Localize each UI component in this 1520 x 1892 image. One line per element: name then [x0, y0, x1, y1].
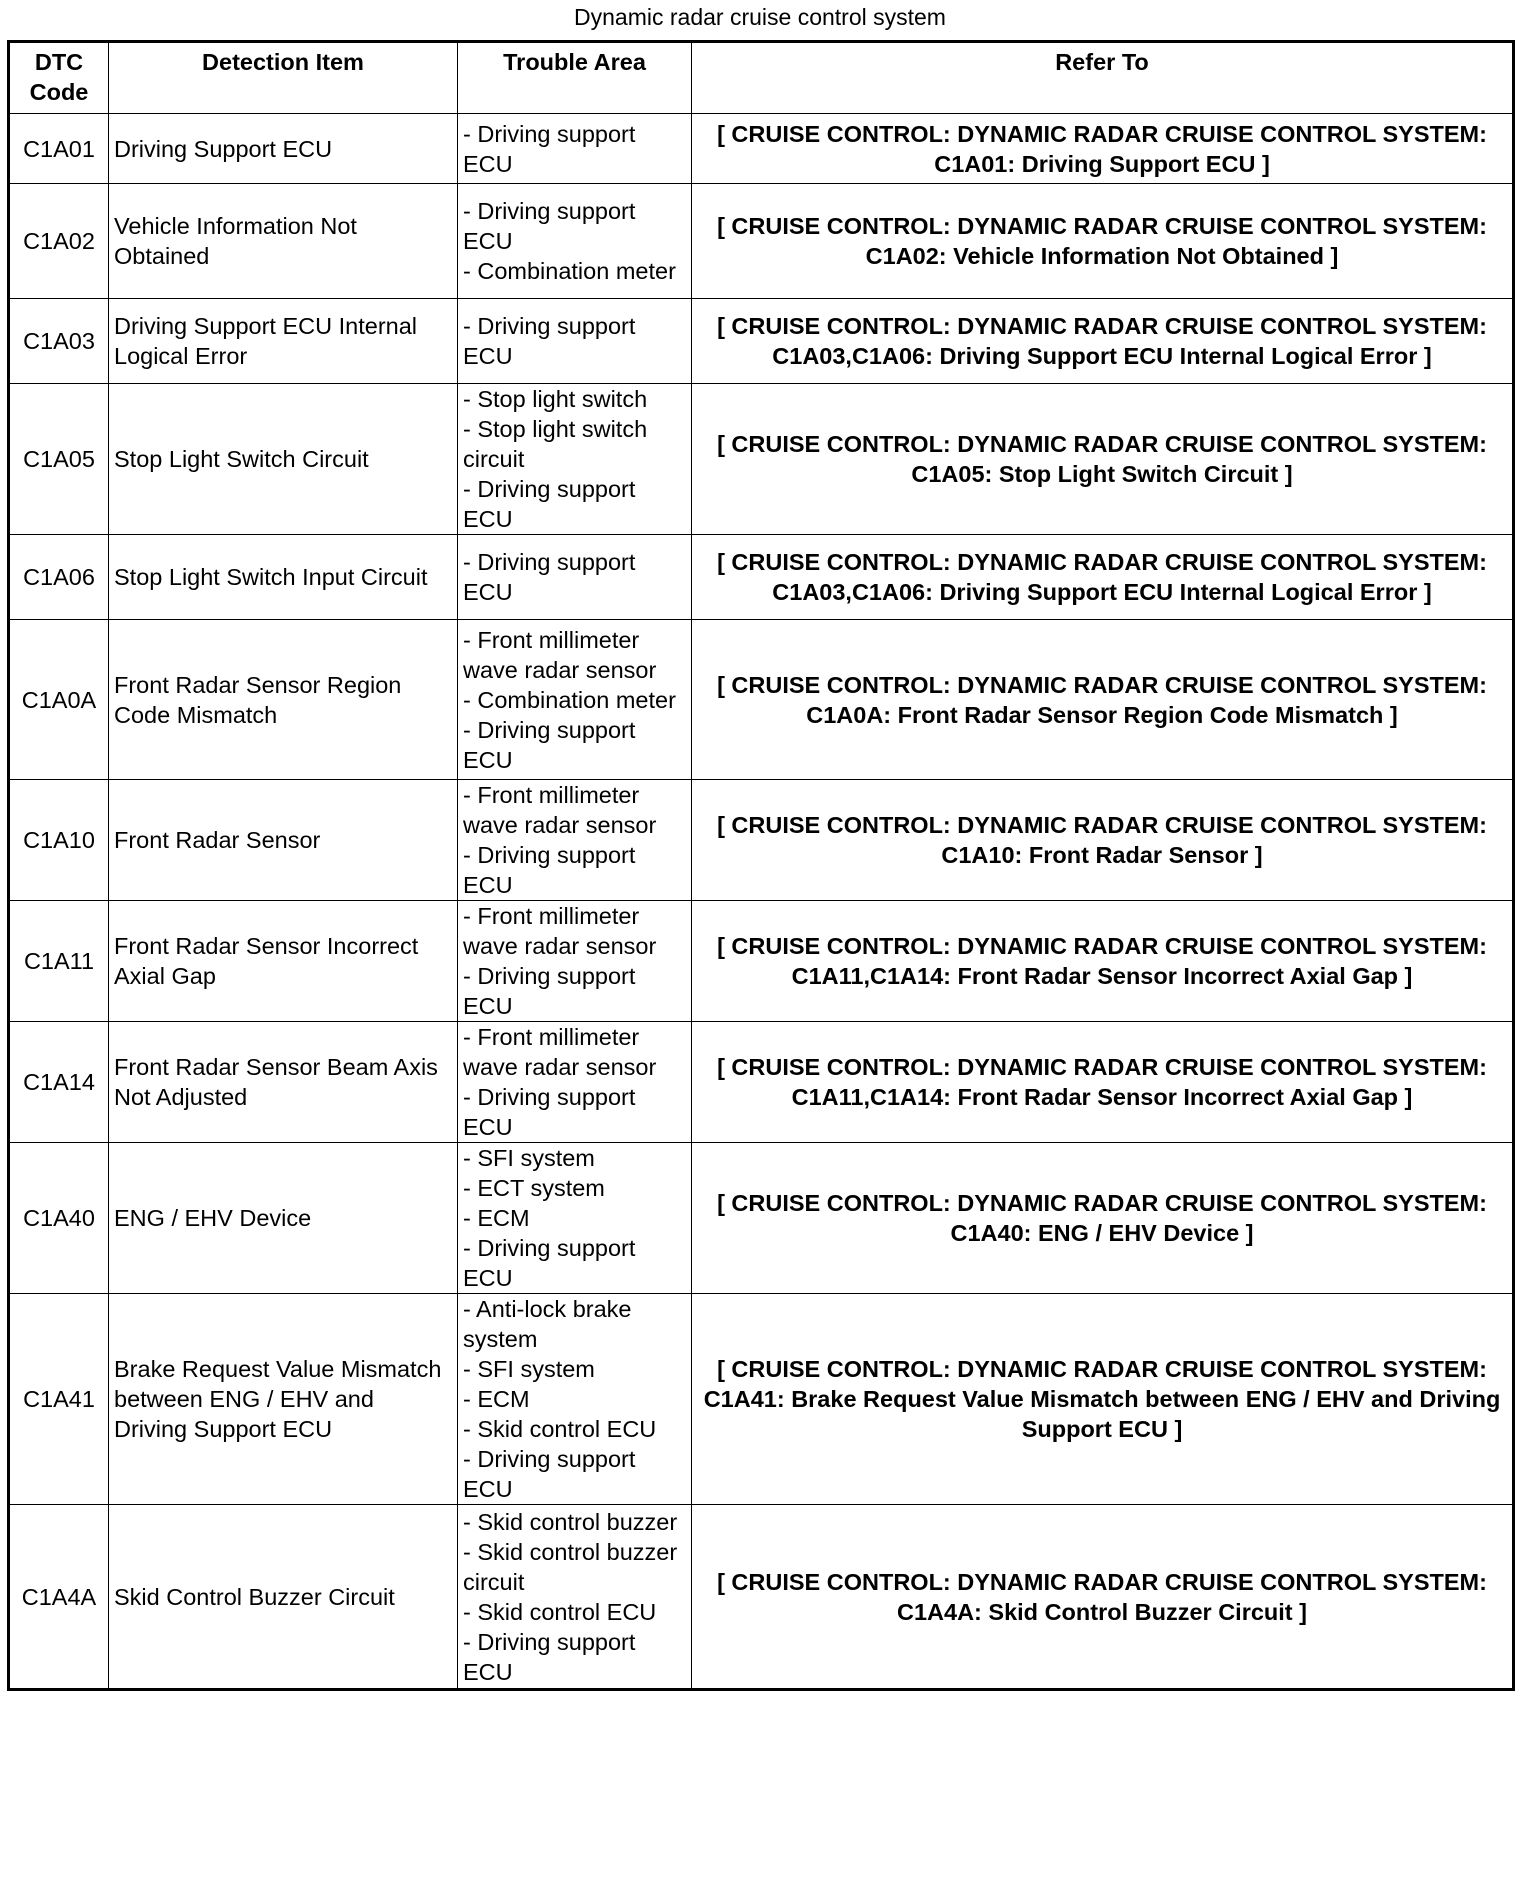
refer-to-link[interactable]: [ CRUISE CONTROL: DYNAMIC RADAR CRUISE CONTROL SYSTEM: C1A03,C1A06: Driving Support ECU Internal Logical Error ] [692, 535, 1514, 620]
trouble-area-entry: - Driving support ECU [463, 842, 636, 898]
trouble-area-entry: - Driving support ECU [463, 1084, 636, 1140]
detection-item-cell: ENG / EHV Device [109, 1143, 458, 1294]
header-trouble-area: Trouble Area [458, 42, 692, 114]
trouble-area-cell [458, 1022, 692, 1143]
trouble-area-entry: - Skid control ECU [463, 1416, 657, 1442]
detection-item-cell: Brake Request Value Mismatch between ENG / EHV and Driving Support ECU [109, 1294, 458, 1505]
dtc-code-cell: C1A05 [9, 384, 109, 535]
trouble-area-entry: - SFI system [463, 1145, 595, 1171]
trouble-area-entry: - Driving support ECU [463, 1446, 636, 1502]
trouble-area-entry: - Combination meter [463, 686, 676, 713]
detection-item-cell: Front Radar Sensor Beam Axis Not Adjusted [109, 1022, 458, 1143]
dtc-code-cell: C1A01 [9, 114, 109, 184]
trouble-area-cell [458, 1294, 692, 1505]
detection-item-cell: Front Radar Sensor [109, 780, 458, 901]
refer-to-link[interactable]: [ CRUISE CONTROL: DYNAMIC RADAR CRUISE CONTROL SYSTEM: C1A05: Stop Light Switch Circuit ] [692, 384, 1514, 535]
trouble-area-entry: - ECM [463, 1205, 530, 1231]
dtc-code-cell: C1A41 [9, 1294, 109, 1505]
table-row [9, 901, 1514, 1022]
detection-item-cell: Vehicle Information Not Obtained [109, 184, 458, 299]
detection-item-cell: Driving Support ECU Internal Logical Error [109, 299, 458, 384]
trouble-area-entry: - Front millimeter wave radar sensor [463, 782, 657, 838]
trouble-area-entry: - Front millimeter wave radar sensor [463, 1024, 657, 1080]
trouble-area-entry: - Anti-lock brake system [463, 1296, 632, 1352]
refer-to-link[interactable]: [ CRUISE CONTROL: DYNAMIC RADAR CRUISE CONTROL SYSTEM: C1A11,C1A14: Front Radar Sensor Incorrect Axial Gap ] [692, 1022, 1514, 1143]
table-row [9, 384, 1514, 535]
header-refer-to: Refer To [692, 42, 1514, 114]
trouble-area-entry: - Driving support ECU [463, 198, 636, 254]
table-row [9, 780, 1514, 901]
table-row [9, 1143, 1514, 1294]
dtc-code-cell: C1A11 [9, 901, 109, 1022]
trouble-area-cell [458, 384, 692, 535]
header-dtc-code-line1: DTC [34, 49, 84, 75]
trouble-area-entry: - Driving support ECU [463, 963, 636, 1019]
dtc-table [7, 40, 1515, 1691]
trouble-area-cell [458, 299, 692, 384]
trouble-area-entry: - Driving support ECU [463, 1235, 636, 1291]
trouble-area-cell [458, 535, 692, 620]
trouble-area-entry: - Skid control buzzer circuit [463, 1538, 678, 1595]
trouble-area-cell [458, 1505, 692, 1690]
trouble-area-entry: - Combination meter [463, 258, 676, 284]
table-row [9, 184, 1514, 299]
header-row [9, 42, 1514, 114]
trouble-area-entry: - ECT system [463, 1175, 605, 1201]
refer-to-link[interactable]: [ CRUISE CONTROL: DYNAMIC RADAR CRUISE CONTROL SYSTEM: C1A4A: Skid Control Buzzer Circuit ] [692, 1505, 1514, 1690]
trouble-area-entry: - Driving support ECU [463, 476, 636, 532]
trouble-area-cell [458, 114, 692, 184]
table-row [9, 114, 1514, 184]
trouble-area-entry: - Stop light switch [463, 386, 648, 412]
table-row [9, 299, 1514, 384]
trouble-area-entry: - Driving support ECU [463, 549, 636, 605]
refer-to-link[interactable]: [ CRUISE CONTROL: DYNAMIC RADAR CRUISE CONTROL SYSTEM: C1A02: Vehicle Information Not Obtained ] [692, 184, 1514, 299]
trouble-area-entry: - Front millimeter wave radar sensor [463, 903, 657, 959]
trouble-area-cell [458, 780, 692, 901]
dtc-code-cell: C1A4A [9, 1505, 109, 1690]
dtc-code-cell: C1A06 [9, 535, 109, 620]
detection-item-cell: Driving Support ECU [109, 114, 458, 184]
dtc-code-cell: C1A0A [9, 620, 109, 780]
refer-to-link[interactable]: [ CRUISE CONTROL: DYNAMIC RADAR CRUISE CONTROL SYSTEM: C1A0A: Front Radar Sensor Region Code Mismatch ] [692, 620, 1514, 780]
table-body [9, 114, 1514, 1690]
detection-item-cell: Stop Light Switch Input Circuit [109, 535, 458, 620]
detection-item-cell: Front Radar Sensor Region Code Mismatch [109, 620, 458, 780]
trouble-area-cell [458, 184, 692, 299]
detection-item-cell: Stop Light Switch Circuit [109, 384, 458, 535]
refer-to-link[interactable]: [ CRUISE CONTROL: DYNAMIC RADAR CRUISE CONTROL SYSTEM: C1A11,C1A14: Front Radar Sensor Incorrect Axial Gap ] [692, 901, 1514, 1022]
trouble-area-entry: - Driving support ECU [463, 716, 636, 773]
trouble-area-entry: - Front millimeter wave radar sensor [463, 626, 657, 683]
refer-to-link[interactable]: [ CRUISE CONTROL: DYNAMIC RADAR CRUISE CONTROL SYSTEM: C1A10: Front Radar Sensor ] [692, 780, 1514, 901]
table-row [9, 1505, 1514, 1690]
trouble-area-entry: - SFI system [463, 1356, 595, 1382]
refer-to-link[interactable]: [ CRUISE CONTROL: DYNAMIC RADAR CRUISE CONTROL SYSTEM: C1A40: ENG / EHV Device ] [692, 1143, 1514, 1294]
table-row [9, 620, 1514, 780]
dtc-code-cell: C1A14 [9, 1022, 109, 1143]
trouble-area-entry: - ECM [463, 1386, 530, 1412]
dtc-code-cell: C1A10 [9, 780, 109, 901]
refer-to-link[interactable]: [ CRUISE CONTROL: DYNAMIC RADAR CRUISE CONTROL SYSTEM: C1A01: Driving Support ECU ] [692, 114, 1514, 184]
trouble-area-entry: - Stop light switch circuit [463, 416, 648, 472]
table-row [9, 1294, 1514, 1505]
trouble-area-cell [458, 1143, 692, 1294]
header-detection-item: Detection Item [109, 42, 458, 114]
refer-to-link[interactable]: [ CRUISE CONTROL: DYNAMIC RADAR CRUISE CONTROL SYSTEM: C1A03,C1A06: Driving Support ECU Internal Logical Error ] [692, 299, 1514, 384]
dtc-code-cell: C1A03 [9, 299, 109, 384]
trouble-area-entry: - Driving support ECU [463, 120, 636, 177]
dtc-code-cell: C1A02 [9, 184, 109, 299]
header-dtc-code-line2: Code [29, 79, 89, 105]
table-row [9, 1022, 1514, 1143]
detection-item-cell: Skid Control Buzzer Circuit [109, 1505, 458, 1690]
refer-to-link[interactable]: [ CRUISE CONTROL: DYNAMIC RADAR CRUISE CONTROL SYSTEM: C1A41: Brake Request Value Mismatch between ENG / EHV and Driving Support ECU ] [692, 1294, 1514, 1505]
header-dtc-code [9, 42, 109, 114]
trouble-area-entry: - Driving support ECU [463, 313, 636, 369]
trouble-area-entry: - Skid control buzzer [463, 1508, 678, 1535]
trouble-area-entry: - Skid control ECU [463, 1598, 657, 1625]
trouble-area-cell [458, 620, 692, 780]
detection-item-cell: Front Radar Sensor Incorrect Axial Gap [109, 901, 458, 1022]
trouble-area-cell [458, 901, 692, 1022]
table-caption: Dynamic radar cruise control system [574, 4, 946, 30]
table-row [9, 535, 1514, 620]
trouble-area-entry: - Driving support ECU [463, 1628, 636, 1685]
dtc-code-cell: C1A40 [9, 1143, 109, 1294]
